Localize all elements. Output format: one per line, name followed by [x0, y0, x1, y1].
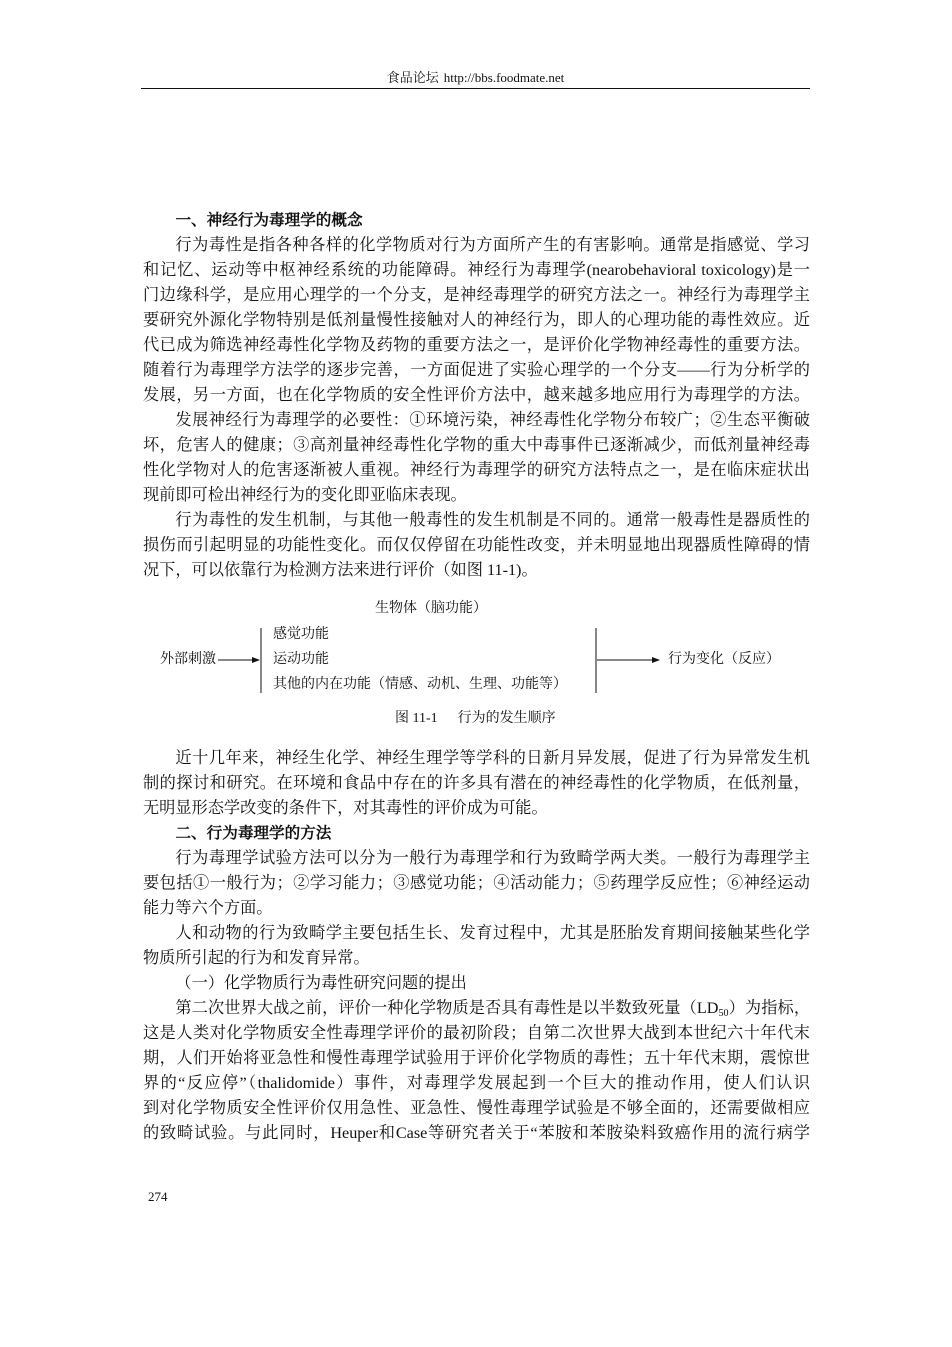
header-rule — [141, 88, 810, 89]
page-number: 274 — [148, 1189, 168, 1204]
figure-output-label: 行为变化（反应） — [668, 652, 780, 667]
paragraph-line: 这是人类对化学物质安全性毒理学评价的最初阶段；自第二次世界大战到本世纪六十年代末 — [143, 1024, 810, 1042]
paragraph-line: 坏，危害人的健康；③高剂量神经毒性化学物的重大中毒事件已逐渐减少，而低剂量神经毒 — [143, 436, 810, 454]
paragraph-line: 无明显形态学改变的条件下，对其毒性的评价成为可能。 — [143, 799, 548, 817]
figure-caption — [395, 710, 556, 728]
arrow-stimulus-to-functions — [218, 657, 260, 663]
paragraph-line: 随着行为毒理学方法学的逐步完善，一方面促进了实验心理学的一个分支——行为分析学的 — [143, 361, 810, 379]
paragraph-line: 要包括①一般行为；②学习能力；③感觉功能；④活动能力；⑤药理学反应性；⑥神经运动 — [143, 874, 810, 892]
paragraph-line: 现前即可检出神经行为的变化即亚临床表现。 — [143, 486, 467, 504]
header-site-name: 食品论坛 — [386, 70, 439, 85]
header-site-url: http://bbs.foodmate.net — [443, 70, 565, 85]
figure-function-item: 运动功能 — [273, 652, 329, 667]
paragraph-line: 代已成为筛选神经毒性化学物及药物的重要方法之一，是评价化学物神经毒性的重要方法。 — [143, 336, 810, 354]
figure-input-label: 外部刺激 — [160, 652, 216, 667]
paragraph-line: 发展神经行为毒理学的必要性：①环境污染，神经毒性化学物分布较广；②生态平衡破 — [175, 411, 810, 429]
paragraph-line: 的致畸试验。与此同时，Heuper和Case等研究者关于“苯胺和苯胺染料致癌作用的流行病学 — [143, 1124, 810, 1142]
paragraph-line: 到对化学物质安全性评价仅用急性、亚急性、慢性毒理学试验是不够全面的，还需要做相应 — [143, 1099, 810, 1117]
arrow-to-behavior-change — [597, 657, 660, 663]
paragraph-line: 门边缘科学，是应用心理学的一个分支，是神经毒理学的研究方法之一。神经行为毒理学主 — [143, 286, 810, 304]
paragraph-line: 行为毒理学试验方法可以分为一般行为毒理学和行为致畸学两大类。一般行为毒理学主 — [175, 849, 810, 867]
paragraph-line: 和记忆、运动等中枢神经系统的功能障碍。神经行为毒理学(nearobehavioral toxicology)是一 — [143, 261, 810, 279]
subscript-50: 50 — [718, 1008, 729, 1019]
paragraph-line: 行为毒性的发生机制，与其他一般毒性的发生机制是不同的。通常一般毒性是器质性的 — [175, 511, 810, 529]
figure-top-label: 生物体（脑功能） — [375, 601, 487, 616]
section-1 — [143, 208, 810, 583]
paragraph-1 — [143, 233, 810, 408]
section-heading: 二、行为毒理学的方法 — [175, 825, 332, 842]
paragraph-6 — [143, 921, 810, 971]
paragraph-line: 况下，可以依靠行为检测方法来进行评价（如图 11-1)。 — [143, 561, 538, 579]
section-heading: 一、神经行为毒理学的概念 — [175, 212, 363, 229]
paragraph-line: 人和动物的行为致畸学主要包括生长、发育过程中，尤其是胚胎发育期间接触某些化学 — [175, 924, 810, 942]
paragraph-line: 期，人们开始将亚急性和慢性毒理学试验用于评价化学物质的毒性；五十年代末期，震惊世 — [143, 1049, 810, 1067]
line-text: ）为指标， — [728, 999, 811, 1017]
paragraph-line: 发展，另一方面，也在化学物质的安全性评价方法中，越来越多地应用行为毒理学的方法。 — [143, 386, 810, 404]
paragraph-line: 性化学物对人的危害逐渐被人重视。神经行为毒理学的研究方法特点之一，是在临床症状出 — [143, 461, 810, 479]
paragraph-line: 要研究外源化学物特别是低剂量慢性接触对人的神经行为，即人的心理功能的毒性效应。近 — [143, 311, 810, 329]
section-2 — [143, 746, 810, 1146]
paragraph-line: 界的“反应停”（thalidomide）事件，对毒理学发展起到一个巨大的推动作用，使人们认识 — [143, 1074, 810, 1092]
paragraph-3 — [143, 508, 810, 583]
paragraph-line: 近十几年来，神经生化学、神经生理学等学科的日新月异发展，促进了行为异常发生机 — [175, 749, 810, 767]
paragraph-line: 损伤而引起明显的功能性变化。而仅仅停留在功能性改变，并未明显地出现器质性障碍的情 — [143, 536, 810, 554]
paragraph-line: 行为毒性是指各种各样的化学物质对行为方面所产生的有害影响。通常是指感觉、学习 — [175, 236, 810, 254]
paragraph-7 — [143, 996, 810, 1146]
figure-caption-number: 图 11-1 — [395, 711, 438, 726]
paragraph-line: 能力等六个方面。 — [143, 899, 273, 917]
figure-function-item: 其他的内在功能（情感、动机、生理、功能等） — [273, 677, 567, 692]
running-header — [141, 69, 810, 87]
paragraph-line: 物质所引起的行为和发育异常。 — [143, 949, 370, 967]
paragraph-line: 制的探讨和研究。在环境和食品中存在的许多具有潜在的神经毒性的化学物质，在低剂量， — [143, 774, 810, 792]
subsection-heading: （一）化学物质行为毒性研究问题的提出 — [175, 974, 467, 992]
paragraph-5 — [143, 846, 810, 921]
figure-diagram-lines — [200, 620, 670, 700]
paragraph-4 — [143, 746, 810, 821]
paragraph-line — [143, 996, 810, 1021]
figure-caption-title: 行为的发生顺序 — [457, 711, 556, 726]
paragraph-2 — [143, 408, 810, 508]
line-text: 第二次世界大战之前，评价一种化学物质是否具有毒性是以半数致死量（LD — [175, 999, 719, 1017]
figure-function-item: 感觉功能 — [273, 627, 329, 642]
